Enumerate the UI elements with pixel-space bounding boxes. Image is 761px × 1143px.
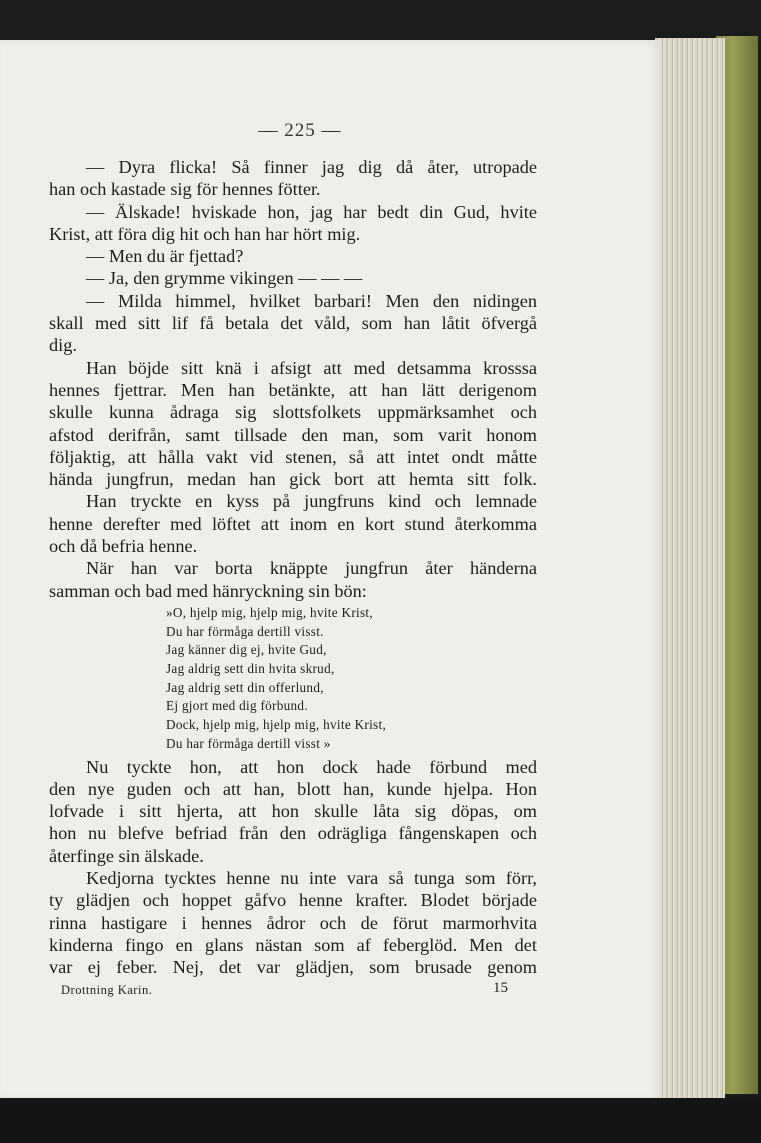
text-line: — Milda himmel, hvilket barbari! Men den nidingen [86,290,537,311]
text-line: — Ja, den grymme vikingen — — — [86,268,363,289]
poem-line: Ej gjort med dig förbund. [166,698,308,714]
text-line: — Men du är fjettad? [86,246,244,267]
footer-signature-number: 15 [493,980,508,996]
poem-line: Jag aldrig sett din hvita skrud, [166,661,335,677]
text-line: Krist, att föra dig hit och han har hört mig. [49,223,361,244]
text-line: När han var borta knäppte jungfrun åter händerna [86,558,537,579]
text-line: afstod derifrån, samt tillsade den man, som varit honom [49,424,537,445]
text-line: hennes fjettrar. Men han betänkte, att han lätt derigenom [49,379,537,400]
poem-block [166,604,537,754]
text-line: lofvade i sitt hjerta, att hon skulle låta sig döpas, om [49,801,537,822]
text-line: han och kastade sig för hennes fötter. [49,179,321,200]
text-line: ty glädjen och hoppet gåfvo henne krafter. Blodet började [49,890,537,911]
text-line: kinderna fingo en glans nästan som af feberglöd. Men det [49,934,537,955]
poem-line: Du har förmåga dertill visst. [166,623,324,639]
text-line: hända jungfrun, medan han gick bort att hemta sitt folk. [49,469,537,490]
poem-line: Jag känner dig ej, hvite Gud, [166,642,327,658]
text-line: Nu tyckte hon, att hon dock hade förbund med [86,756,537,777]
text-line: var ej feber. Nej, det var glädjen, som brusade genom [49,957,537,978]
poem-line: Dock, hjelp mig, hjelp mig, hvite Krist, [166,717,387,733]
poem-line: Du har förmåga dertill visst » [166,735,331,751]
scan-bottom-border [0,1098,761,1143]
text-line: återfinge sin älskade. [49,845,204,866]
text-line: Kedjorna tycktes henne nu inte vara så tunga som förr, [86,868,537,889]
poem-line: »O, hjelp mig, hjelp mig, hvite Krist, [166,604,373,620]
footer-book-title: Drottning Karin. [61,983,153,997]
page-number: — 225 — [258,120,342,141]
text-line: Han böjde sitt knä i afsigt att med detsamma krosssa [86,357,537,378]
text-line: samman och bad med hänryckning sin bön: [49,580,367,601]
text-line: och då befria henne. [49,536,198,557]
body-text [49,156,537,979]
text-line: skall med sitt lif få betala det våld, som han låtit öfvergå [49,313,537,334]
page-stack-edge [655,38,725,1100]
text-line: — Dyra flicka! Så finner jag dig då åter, utropade [86,157,537,177]
poem-line: Jag aldrig sett din offerlund, [166,679,324,695]
text-line: rinna hastigare i hennes ådror och de förut marmorhvita [49,912,537,933]
text-line: henne derefter med löftet att inom en kort stund återkomma [49,513,537,534]
text-line: — Älskade! hviskade hon, jag har bedt din Gud, hvite [86,201,537,222]
text-line: Han tryckte en kyss på jungfruns kind och lemnade [86,491,537,512]
text-line: hon nu blefve befriad från den odrägliga fångenskapen och [49,823,537,844]
text-line: den nye guden och att han, blott han, kunde hjelpa. Hon [49,778,537,799]
text-line: följaktig, att hålla vakt vid stenen, så att intet ondt måtte [49,446,537,467]
text-line: dig. [49,335,77,356]
text-line: skulle kunna ådraga sig slottsfolkets uppmärksamhet och [49,402,537,423]
